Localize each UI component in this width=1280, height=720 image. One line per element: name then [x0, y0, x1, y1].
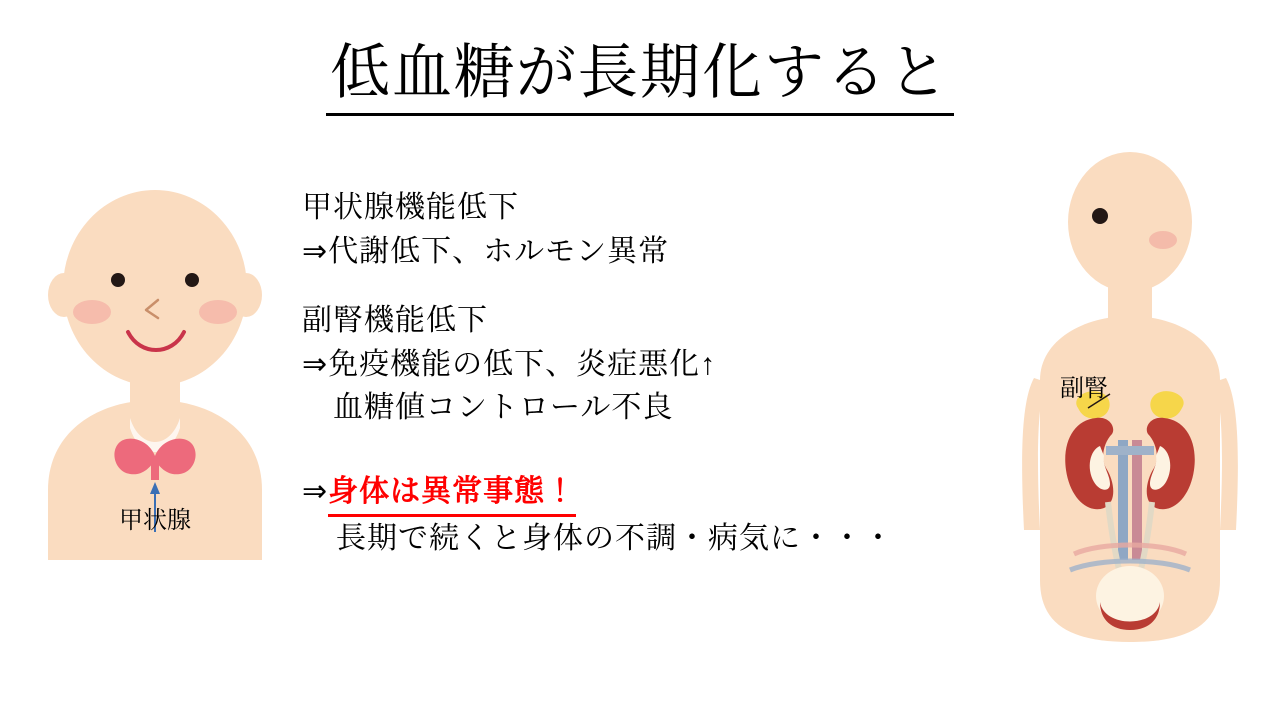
thyroid-line-2: ⇒代謝低下、ホルモン異常	[302, 234, 670, 268]
alert-subline: 長期で続くと身体の不調・病気に・・・	[336, 522, 894, 555]
body-text-block	[302, 186, 1002, 561]
adrenal-line-2: ⇒免疫機能の低下、炎症悪化↑	[302, 347, 717, 381]
paragraph-alert	[302, 470, 1002, 561]
alert-headline-row	[302, 470, 1002, 518]
thyroid-caption: 甲状腺	[119, 507, 191, 534]
adrenal-line-3: 血糖値コントロール不良	[302, 391, 674, 424]
thyroid-line-1: 甲状腺機能低下	[302, 191, 519, 224]
adrenal-illustration	[1000, 150, 1260, 660]
alert-headline: 身体は異常事態！	[328, 470, 576, 518]
paragraph-thyroid	[302, 186, 1002, 273]
paragraph-adrenal	[302, 299, 1002, 430]
adrenal-caption: 副腎	[1060, 375, 1108, 402]
alert-arrow: ⇒	[302, 474, 329, 508]
page-title	[0, 38, 1280, 116]
page-title-text: 低血糖が長期化すると	[326, 38, 954, 116]
adrenal-line-1: 副腎機能低下	[302, 304, 488, 337]
